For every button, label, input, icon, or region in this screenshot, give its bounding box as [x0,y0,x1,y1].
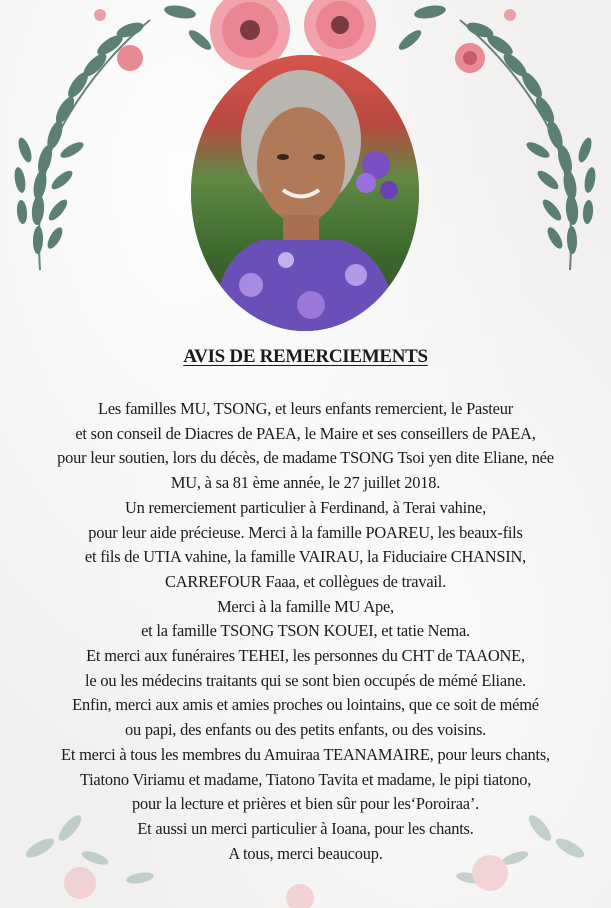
notice-line: Un remerciement particulier à Ferdinand, à Terai vahine, [125,497,486,517]
notice-line: Et merci à tous les membres du Amuiraa TEANAMAIRE, pour leurs chants, [61,744,550,764]
notice-line: Les familles MU, TSONG, et leurs enfants remercient, le Pasteur [98,399,513,418]
notice-line: CARREFOUR Faaa, et collègues de travail. [164,571,447,591]
notice-title: AVIS DE REMERCIEMENTS [183,346,428,367]
notice-line: Merci à la famille MU Ape, [217,596,394,616]
notice-line: Enfin, merci aux amis et amies proches ou lointains, que ce soit de mémé [72,695,539,715]
notice-line: pour leur aide précieuse. Merci à la famille POAREU, les beaux-fils [88,522,523,542]
notice-line: et fils de UTIA vahine, la famille VAIRAU, la Fiduciaire CHANSIN, [84,547,527,567]
portrait-photo [191,55,419,331]
notice-line: Et merci aux funéraires TEHEI, les personnes du CHT de TAAONE, [86,646,525,666]
notice-line: A tous, merci beaucoup. [228,843,383,863]
notice-body [6,397,605,866]
notice-line: MU, à sa 81 ème année, le 27 juillet 2018. [170,473,441,493]
notice-line: Tiatono Viriamu et madame, Tiatono Tavita et madame, le pipi tiatono, [79,769,532,789]
floral-border-decoration [0,798,611,908]
notice-line: et la famille TSONG TSON KOUEI, et tatie Nema. [141,621,470,641]
notice-line: pour la lecture et prières et bien sûr pour les‘Poroiraa’. [131,794,480,814]
notice-line: ou papi, des enfants ou des petits enfants, ou des voisins. [124,720,487,740]
notice-line: pour leur soutien, lors du décès, de madame TSONG Tsoi yen dite Eliane, née [57,448,554,468]
notice-line: Et aussi un merci particulier à Ioana, pour les chants. [137,818,474,838]
notice-line: et son conseil de Diacres de PAEA, le Maire et ses conseillers de PAEA, [75,423,536,443]
notice-line: le ou les médecins traitants qui se sont bien occupés de mémé Eliane. [85,670,526,690]
